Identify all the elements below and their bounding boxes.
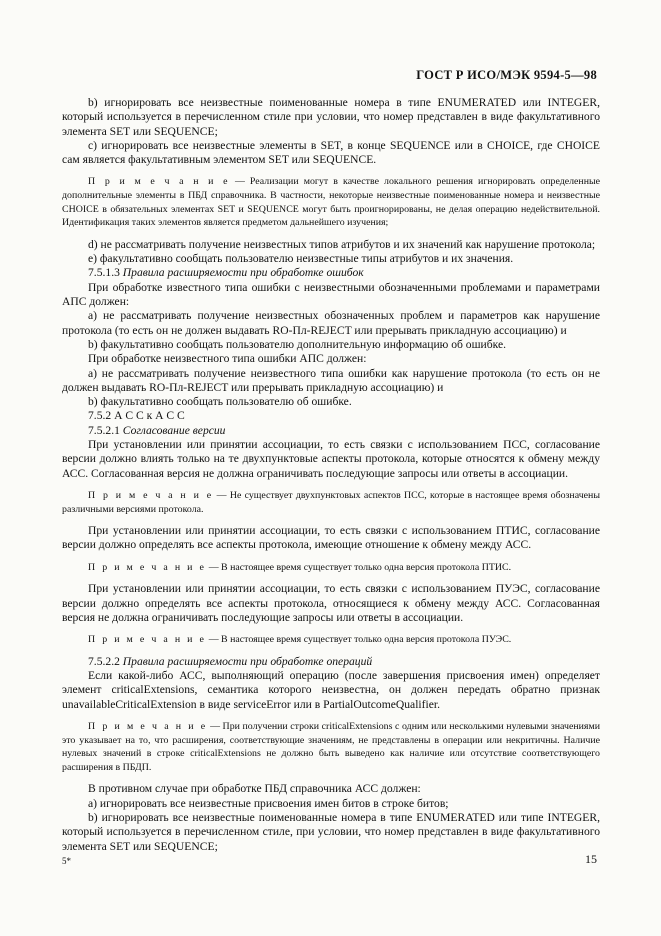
section-heading <box>62 655 600 669</box>
paragraph: При обработке неизвестного типа ошибки АПС должен: <box>88 352 367 366</box>
paragraph: a) не рассматривать получение неизвестных обозначенных проблем и параметров как нарушение протокола (то есть он не должен выдавать RO-Пл-REJECT или прерывать прикладную ассоциацию) и <box>62 309 600 337</box>
paragraph: c) игнорировать все неизвестные элементы в SET, в конце SEQUENCE или в CHOICE, где CHOICE сам является факультативным элементом SET или SEQUENCE. <box>62 138 600 167</box>
note <box>62 720 600 774</box>
section-title: Правила расширяемости при обработке операций <box>122 654 373 668</box>
note <box>62 175 600 229</box>
paragraph: Если какой-либо АСС, выполняющий операцию (после завершения присвоения имен) определяет элемент criticalExtensions, семантика которого неизвестна, он должен передать обратно признак unavailableCriticalExtension в виде serviceError или в PartialOutcomeQualifier. <box>62 669 600 711</box>
standard-header: ГОСТ Р ИСО/МЭК 9594-5—98 <box>416 68 597 82</box>
paragraph: d) не рассматривать получение неизвестных типов атрибутов и их значений как нарушение протокола; <box>88 237 596 251</box>
note <box>62 561 600 575</box>
note <box>62 489 600 516</box>
section-heading <box>62 266 600 280</box>
paragraph: e) факультативно сообщать пользователю неизвестные типы атрибутов и их значения. <box>88 252 514 266</box>
paragraph: a) не рассматривать получение неизвестного типа ошибки как нарушение протокола (то есть он не должен выдавать RO-Пл-REJECT или прерывать прикладную ассоциацию) и <box>62 366 600 394</box>
paragraph: b) факультативно сообщать пользователю об ошибке. <box>88 395 352 409</box>
note-label: П р и м е ч а н и е <box>88 561 207 573</box>
paragraph: b) игнорировать все неизвестные поименованные номера в типе ENUMERATED или INTEGER, который используется в перечисленном стиле при условии, что номер представлен в виде факультативного элемента SET или SEQUENCE; <box>62 96 600 138</box>
paragraph: При установлении или принятии ассоциации, то есть связки с использованием ПСС, согласование версии должно влиять только на те двухпунктовые аспекты протокола, которые относятся к обмену между АСС. Согласованная версия не должна ограничивать последующие запросы или ответы в ассоциации. <box>62 438 600 480</box>
note-label: П р и м е ч а н и е <box>88 176 230 188</box>
section-heading <box>62 409 600 423</box>
note-text: — В настоящее время существует только одна версия протокола ПУЭС. <box>206 634 512 646</box>
section-title: А С С к А С С <box>114 409 185 423</box>
note-text: — В настоящее время существует только одна версия протокола ПТИС. <box>206 561 512 573</box>
paragraph: В противном случае при обработке ПБД справочника АСС должен: <box>88 782 421 796</box>
section-title: Правила расширяемости при обработке ошибок <box>122 266 364 280</box>
paragraph: a) игнорировать все неизвестные присвоения имен битов в строке битов; <box>88 796 449 810</box>
paragraph: При установлении или принятии ассоциации, то есть связки с использованием ПУЭС, согласование версии должно определять все аспекты протокола, относящиеся к обмену между АСС. Согласованная версия не должна ограничивать последующие запросы или ответы в ассоциации. <box>62 582 600 624</box>
paragraph: b) игнорировать все неизвестные поименованные номера в типе ENUMERATED или типе INTEGER, который используется в перечисленном стиле, при условии, что номер представлен в виде факультативного элемента SET или SEQUENCE; <box>62 810 600 853</box>
note-text: — Реализации могут в качестве локального решения игнорировать определенные дополнительные элементы в ПБД справочника. В частности, некоторые неизвестные поименованные номера и неизвестные CHOICE в обязательных элементах SET и SEQUENCE могут быть проигнорированы, не делая операцию недействительной. Идентификация таких элементов является предметом дальнейшего изучения; <box>62 176 600 229</box>
note-label: П р и м е ч а н и е <box>88 489 214 501</box>
note-label: П р и м е ч а н и е <box>88 634 207 646</box>
section-heading <box>62 424 600 438</box>
section-number: 7.5.2.2 <box>88 654 120 668</box>
section-number: 7.5.2 <box>88 409 112 423</box>
note-text: — Не существует двухпунктовых аспектов ПСС, которые в настоящее время обозначены различными версиями протокола. <box>62 489 600 515</box>
note <box>62 633 600 647</box>
section-number: 7.5.2.1 <box>88 423 120 437</box>
note-text: — При получении строки criticalExtensions с одним или несколькими нулевыми значениями это указывает на то, что расширения, соответствующие значениям, не представлены в операции или некритичны. Наличие нулевых значений в строке criticalExtensions не должно быть выведено как наличие или отсутствие соответствующего расширения в ПБДП. <box>62 720 600 773</box>
paragraph: При обработке известного типа ошибки с неизвестными обозначенными проблемами и параметрами АПС должен: <box>62 280 600 309</box>
page-body <box>62 96 600 854</box>
page-number: 15 <box>585 852 597 866</box>
section-number: 7.5.1.3 <box>88 266 120 280</box>
section-title: Согласование версии <box>122 423 226 437</box>
signature-mark: 5* <box>62 856 71 866</box>
paragraph: b) факультативно сообщать пользователю дополнительную информацию об ошибке. <box>88 337 507 351</box>
paragraph: При установлении или принятии ассоциации, то есть связки с использованием ПТИС, согласование версии должно определять все аспекты протокола, имеющие отношение к обмену между АСС. <box>62 524 600 552</box>
note-label: П р и м е ч а н и е <box>88 720 208 732</box>
